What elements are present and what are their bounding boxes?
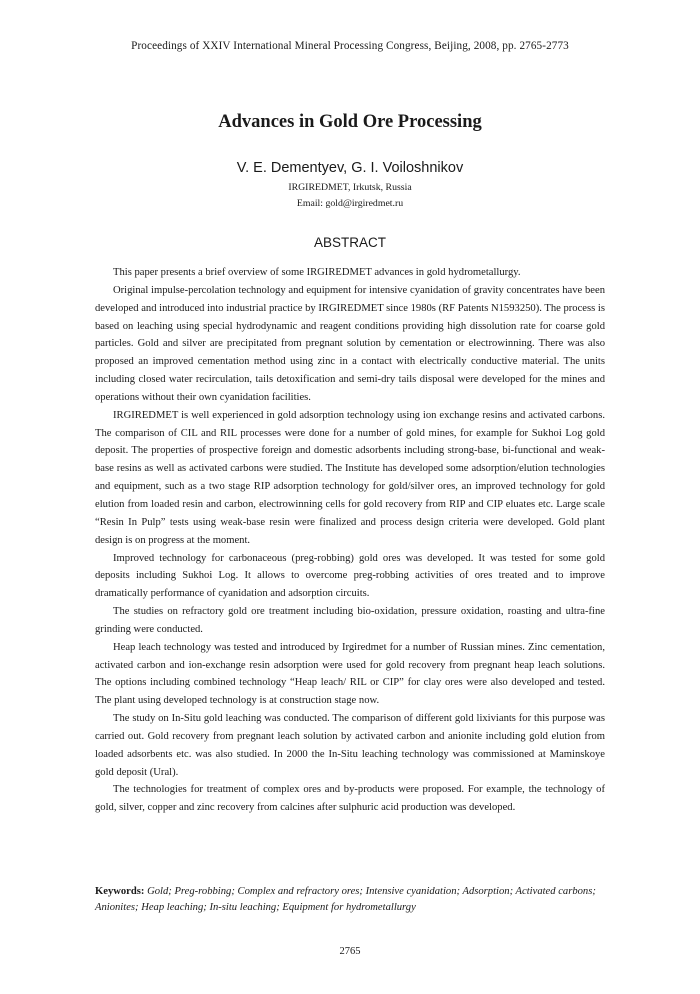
abstract-paragraph: Heap leach technology was tested and introduced by Irgiredmet for a number of Russian mines. Zinc cementation, activated carbon and ion-exchange resin adsorption were used for gold recovery from pregnant heap leach solutions. The options including combined technology “Heap leach/ RIL or CIP” for clay ores were also developed and tested. The plant using developed technology is at construction stage now. xyxy=(95,641,605,707)
abstract-body xyxy=(95,264,605,817)
abstract-heading: ABSTRACT xyxy=(313,235,386,250)
page-number: 2765 xyxy=(339,946,361,957)
keywords-label: Keywords: xyxy=(95,886,145,897)
paper-title: Advances in Gold Ore Processing xyxy=(218,112,482,132)
affiliation: IRGIREDMET, Irkutsk, Russia xyxy=(288,182,412,193)
abstract-paragraph: IRGIREDMET is well experienced in gold adsorption technology using ion exchange resins and activated carbons. The comparison of CIL and RIL processes were done for a number of gold mines, for example for Sukhoi Log gold deposit. The properties of prospective foreign and domestic adsorbents including strong-base, bi-functional and weak-base resins as well as activated carbons were studied. The Institute has developed some adsorption/elution technologies and equipment, such as a two stage RIP adsorption technology for gold/silver ores, an improved technology for gold elution from loaded resin and carbon, electrowinning cells for gold recovery from RIP and CIP eluates etc. Large scale “Resin In Pulp” tests using weak-base resin were finalized and process design criteria were developed. Gold plant design is on progress at the moment. xyxy=(95,409,605,546)
authors: V. E. Dementyev, G. I. Voiloshnikov xyxy=(236,160,464,176)
email: Email: gold@irgiredmet.ru xyxy=(296,198,404,209)
abstract-paragraph: Improved technology for carbonaceous (preg-robbing) gold ores was developed. It was tested for some gold deposits including Sukhoi Log. It allows to overcome preg-robbing activities of ores treated and to improve dramatically performance of cyanidation and adsorption circuits. xyxy=(95,552,605,600)
keywords-list: Gold; Preg-robbing; Complex and refractory ores; Intensive cyanidation; Adsorption; Activated carbons; Anionites; Heap leaching; In-situ leaching; Equipment for hydrometallurgy xyxy=(95,886,596,913)
abstract-paragraph: The study on In-Situ gold leaching was conducted. The comparison of different gold lixiviants for this purpose was carried out. Gold recovery from pregnant leach solution by activated carbon and anionite including gold elution from loaded adsorbents etc. was also studied. In 2000 the In-Situ leaching technology was commissioned at Maminskoye gold deposit (Ural). xyxy=(95,713,605,778)
running-head: Proceedings of XXIV International Mineral Processing Congress, Beijing, 2008, pp. 2765-2773 xyxy=(131,40,569,52)
abstract-paragraph: The technologies for treatment of complex ores and by-products were proposed. For example, the technology of gold, silver, copper and zinc recovery from calcines after sulphuric acid production was developed. xyxy=(95,784,605,814)
abstract-paragraph: This paper presents a brief overview of some IRGIREDMET advances in gold hydrometallurgy. xyxy=(113,267,521,278)
abstract-paragraph: The studies on refractory gold ore treatment including bio-oxidation, pressure oxidation, roasting and ultra-fine grinding were conducted. xyxy=(95,606,605,635)
abstract-paragraph: Original impulse-percolation technology and equipment for intensive cyanidation of gravity concentrates have been developed and introduced into industrial practice by IRGIREDMET since 1980s (RF Patents N1593250). The process is based on leaching using special hydrodynamic and reagent conditions providing high dissolution rate for coarse gold particles. Gold and silver are precipitated from pregnant solution by cementation or electrowinning. There was also proposed an improved cementation method using zinc in a contact with electrically conductive material. The units including closed water recirculation, tails detoxification and semi-dry tails disposal were developed for the mines and operations without their own cyanidation facilities. xyxy=(95,284,605,403)
keywords xyxy=(95,884,605,915)
